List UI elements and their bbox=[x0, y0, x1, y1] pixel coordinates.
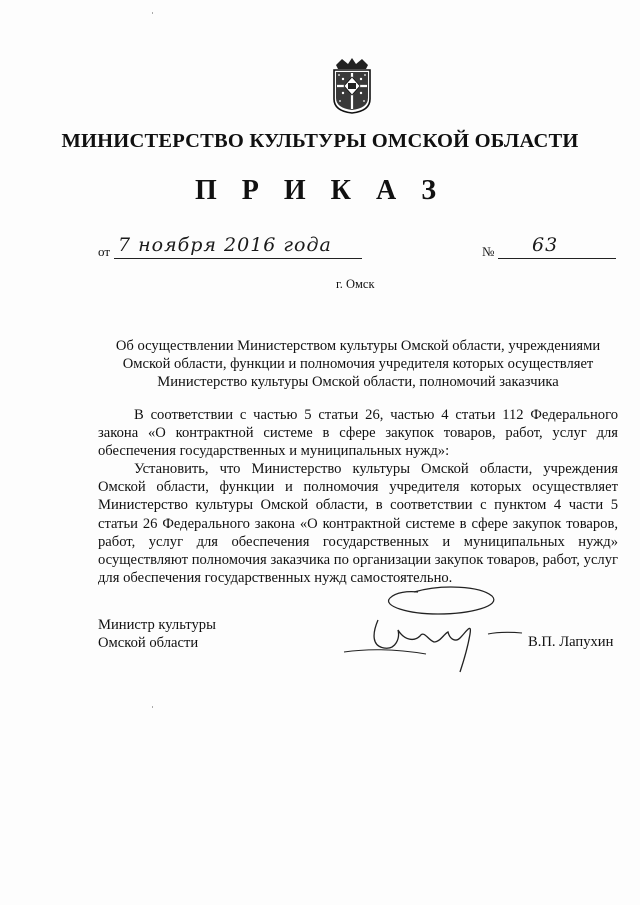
body-paragraph: В соответствии с частью 5 статьи 26, частью 4 статьи 112 Федерального закона «О контрактной системе в сфере закупок товаров, работ, услуг для обеспечения государственных и муниципальных нужд»: bbox=[98, 407, 618, 460]
body-paragraph: Установить, что Министерство культуры Омской области, учреждения Омской области, функции и полномочия учредителя которых осуществляет Министерство культуры Омской области, в соответствии с пунктом 4 части 5 статьи 26 Федерального закона «О контрактной системе в сфере закупок товаров, работ, услуг для обеспечения государственных и муниципальных нужд» осуществляют полномочия заказчика по организации закупок товаров, работ, услуг для обеспечения государственных нужд самостоятельно. bbox=[98, 461, 618, 586]
scan-speck bbox=[152, 706, 153, 708]
date-prefix: от bbox=[98, 244, 111, 259]
handwritten-number: 63 bbox=[532, 234, 559, 256]
scan-speck bbox=[152, 12, 153, 14]
position-line: Министр культуры bbox=[98, 617, 216, 633]
order-subject: Об осуществлении Министерством культуры Омской области, учреждениями Омской области, функции и полномочия учредителя которых осуществляет Министерство культуры Омской области, полномочий заказчика bbox=[115, 338, 601, 390]
date-number-line bbox=[98, 236, 618, 266]
order-body bbox=[98, 406, 618, 587]
signatory-position bbox=[98, 616, 216, 652]
number-prefix: № bbox=[482, 244, 495, 259]
handwritten-signature bbox=[342, 580, 532, 675]
handwritten-date: 7 ноября 2016 года bbox=[118, 234, 332, 256]
position-line: Омской области bbox=[98, 635, 199, 651]
number-underline bbox=[498, 258, 616, 259]
signatory-name: В.П. Лапухин bbox=[528, 634, 614, 650]
date-underline bbox=[114, 258, 362, 259]
coat-of-arms-emblem bbox=[330, 55, 374, 115]
order-title: П Р И К А З bbox=[195, 175, 445, 206]
city: г. Омск bbox=[336, 277, 375, 291]
ministry-heading: МИНИСТЕРСТВО КУЛЬТУРЫ ОМСКОЙ ОБЛАСТИ bbox=[61, 130, 579, 152]
